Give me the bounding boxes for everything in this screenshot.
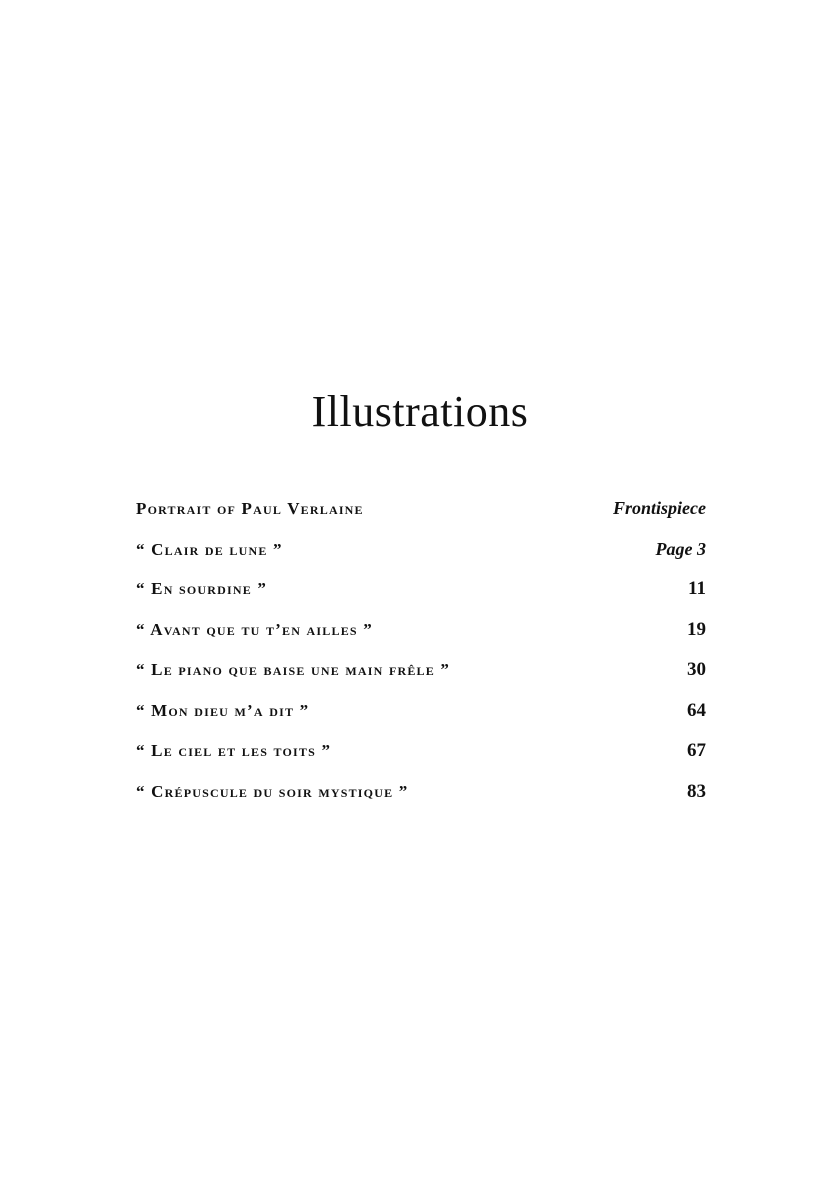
illustration-caption: “ En sourdine ” — [136, 579, 268, 598]
illustration-caption: “ Le piano que baise une main frêle ” — [136, 660, 451, 679]
page-reference: Page 3 — [655, 538, 706, 559]
page-title: Illustrations — [311, 387, 529, 436]
illustrations-list — [136, 488, 706, 812]
page-reference: 19 — [687, 618, 706, 640]
list-item — [136, 772, 706, 813]
list-item — [136, 569, 706, 610]
illustration-caption: “ Avant que tu t’en ailles ” — [136, 619, 373, 639]
illustration-caption: “ Mon dieu m’a dit ” — [136, 700, 310, 720]
page-reference: 64 — [687, 699, 706, 721]
page-reference: Frontispiece — [613, 498, 706, 518]
page-reference: 30 — [687, 659, 706, 680]
list-item — [136, 731, 706, 772]
page-reference: 83 — [687, 780, 706, 802]
illustration-caption: “ Crépuscule du soir mystique ” — [136, 781, 409, 801]
list-item — [136, 650, 706, 691]
page-reference: 11 — [688, 578, 706, 599]
illustration-caption: Portrait of Paul Verlaine — [136, 499, 364, 518]
list-item — [136, 488, 706, 529]
list-item — [136, 610, 706, 651]
list-item — [136, 691, 706, 732]
illustration-caption: “ Clair de lune ” — [136, 539, 283, 559]
page-reference: 67 — [687, 740, 706, 761]
list-item — [136, 529, 706, 570]
illustration-caption: “ Le ciel et les toits ” — [136, 741, 332, 760]
